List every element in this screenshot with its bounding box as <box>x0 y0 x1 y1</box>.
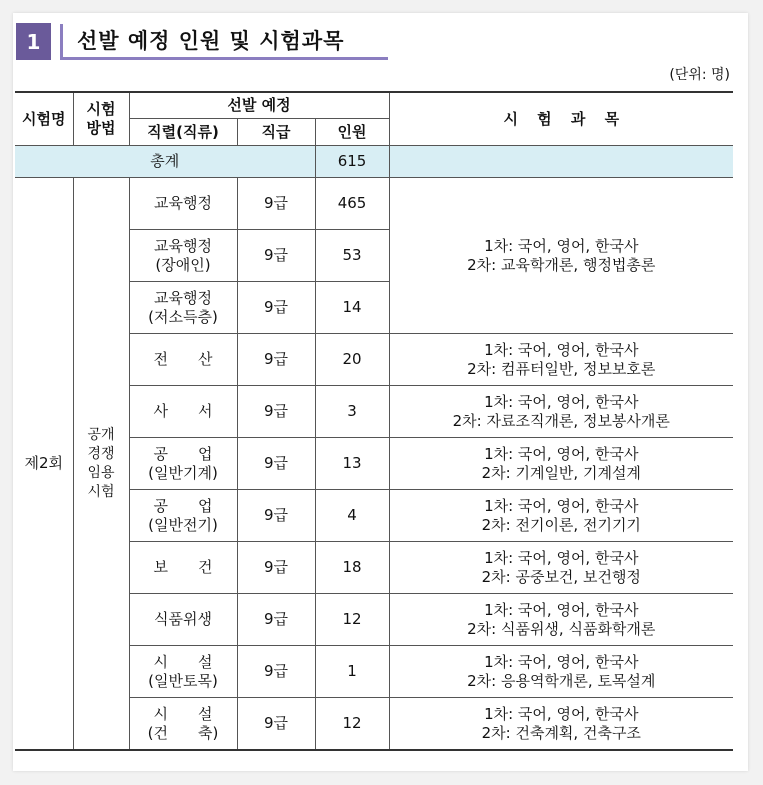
grade-cell: 9급 <box>237 386 315 438</box>
grade-cell: 9급 <box>237 438 315 490</box>
grade-cell: 9급 <box>237 334 315 386</box>
grade-cell: 9급 <box>237 646 315 698</box>
table-row <box>15 178 733 230</box>
series-cell: 시 설 (일반토목) <box>129 646 237 698</box>
header-job-series: 직렬(직류) <box>129 119 237 146</box>
count-cell: 12 <box>315 698 389 751</box>
series-cell: 교육행정 (저소득층) <box>129 282 237 334</box>
series-cell: 보 건 <box>129 542 237 594</box>
series-cell: 공 업 (일반전기) <box>129 490 237 542</box>
count-cell: 465 <box>315 178 389 230</box>
grade-cell: 9급 <box>237 178 315 230</box>
series-cell: 공 업 (일반기계) <box>129 438 237 490</box>
session-cell: 제2회 <box>15 178 73 751</box>
subjects-cell: 1차: 국어, 영어, 한국사 2차: 식품위생, 식품화학개론 <box>389 594 733 646</box>
count-cell: 53 <box>315 230 389 282</box>
total-count: 615 <box>315 146 389 178</box>
count-cell: 1 <box>315 646 389 698</box>
subjects-cell: 1차: 국어, 영어, 한국사 2차: 건축계획, 건축구조 <box>389 698 733 751</box>
series-cell: 사 서 <box>129 386 237 438</box>
selection-table <box>15 91 733 751</box>
count-cell: 18 <box>315 542 389 594</box>
series-cell: 전 산 <box>129 334 237 386</box>
section-number-badge: 1 <box>16 23 51 60</box>
subjects-cell: 1차: 국어, 영어, 한국사 2차: 전기이론, 전기기기 <box>389 490 733 542</box>
grade-cell: 9급 <box>237 490 315 542</box>
subjects-cell: 1차: 국어, 영어, 한국사 2차: 응용역학개론, 토목설계 <box>389 646 733 698</box>
total-blank <box>389 146 733 178</box>
subjects-cell: 1차: 국어, 영어, 한국사 2차: 공중보건, 보건행정 <box>389 542 733 594</box>
series-cell: 시 설 (건 축) <box>129 698 237 751</box>
unit-note: (단위: 명) <box>669 67 730 83</box>
header-grade: 직급 <box>237 119 315 146</box>
series-cell: 교육행정 (장애인) <box>129 230 237 282</box>
count-cell: 12 <box>315 594 389 646</box>
grade-cell: 9급 <box>237 230 315 282</box>
subjects-cell: 1차: 국어, 영어, 한국사 2차: 컴퓨터일반, 정보보호론 <box>389 334 733 386</box>
count-cell: 4 <box>315 490 389 542</box>
grade-cell: 9급 <box>237 698 315 751</box>
header-exam-name: 시험명 <box>15 92 73 146</box>
series-cell: 식품위생 <box>129 594 237 646</box>
count-cell: 20 <box>315 334 389 386</box>
grade-cell: 9급 <box>237 542 315 594</box>
header-selection-plan: 선발 예정 <box>129 92 389 119</box>
header-subjects: 시 험 과 목 <box>389 92 733 146</box>
series-cell: 교육행정 <box>129 178 237 230</box>
total-label: 총계 <box>15 146 315 178</box>
count-cell: 3 <box>315 386 389 438</box>
count-cell: 13 <box>315 438 389 490</box>
grade-cell: 9급 <box>237 594 315 646</box>
grade-cell: 9급 <box>237 282 315 334</box>
header-exam-method: 시험 방법 <box>73 92 129 146</box>
section-title: 선발 예정 인원 및 시험과목 <box>60 24 388 60</box>
subjects-cell: 1차: 국어, 영어, 한국사 2차: 기계일반, 기계설계 <box>389 438 733 490</box>
subjects-cell: 1차: 국어, 영어, 한국사 2차: 교육학개론, 행정법총론 <box>389 178 733 334</box>
method-cell: 공개 경쟁 임용 시험 <box>73 178 129 751</box>
count-cell: 14 <box>315 282 389 334</box>
total-row <box>15 146 733 178</box>
header-count: 인원 <box>315 119 389 146</box>
subjects-cell: 1차: 국어, 영어, 한국사 2차: 자료조직개론, 정보봉사개론 <box>389 386 733 438</box>
